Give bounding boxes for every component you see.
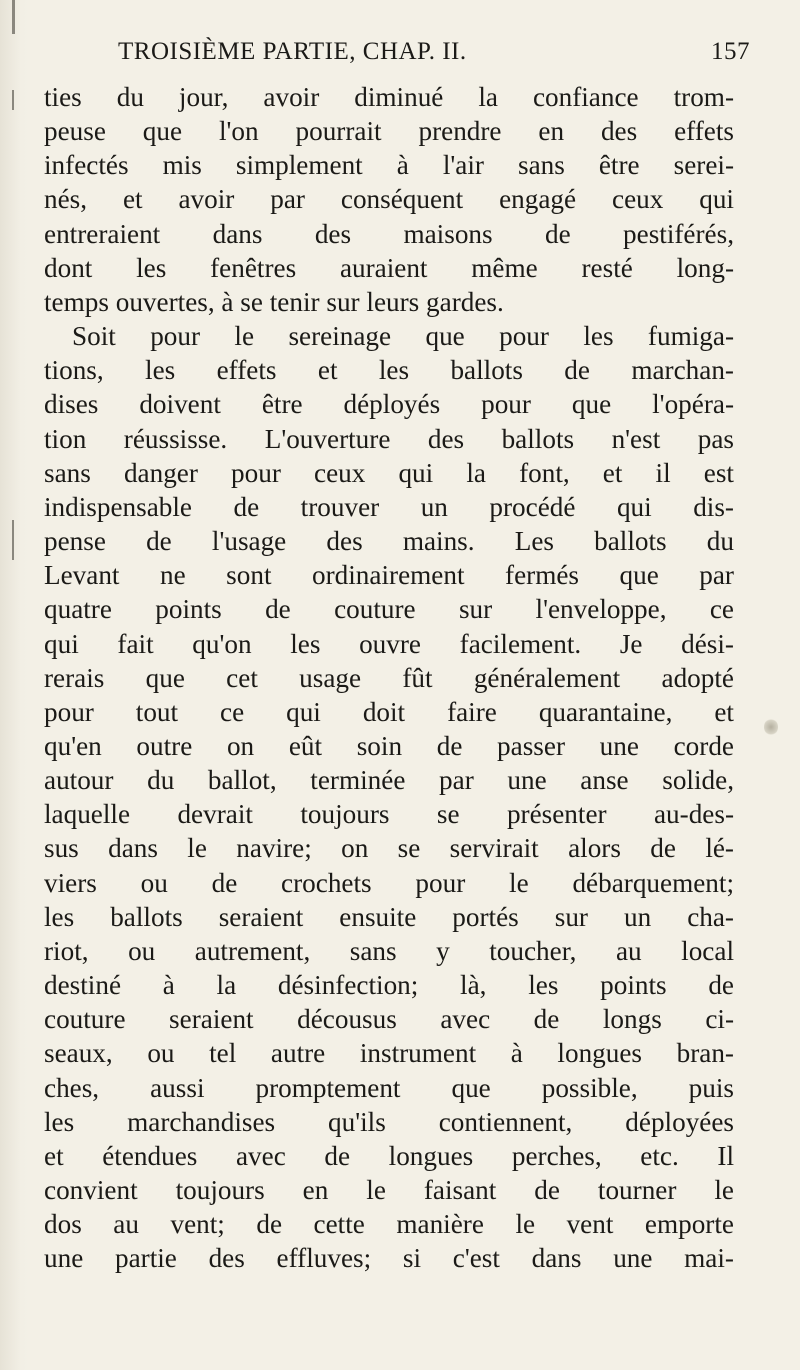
text-line: seaux, ou tel autre instrument à longues bran- [44,1038,734,1069]
text-line: qu'en outre on eût soin de passer une corde [44,730,734,761]
text-line: entreraient dans des maisons de pestiférés, [44,218,734,249]
binding-mark [12,0,15,34]
text-line: tion réussisse. L'ouverture des ballots n'est pas [44,423,734,454]
text-line: les marchandises qu'ils contiennent, déployées [44,1106,734,1137]
text-line: pour tout ce qui doit faire quarantaine, et [44,696,734,727]
text-line: ties du jour, avoir diminué la confiance trom- [44,82,734,112]
text-line: temps ouvertes, à se tenir sur leurs gardes. [44,286,504,317]
page-body [44,80,734,1275]
text-line: Levant ne sont ordinairement fermés que par [44,560,734,591]
text-line: une partie des effluves; si c'est dans une mai- [44,1243,734,1274]
text-line: pense de l'usage des mains. Les ballots du [44,526,734,557]
page-number: 157 [711,38,750,65]
text-line: dont les fenêtres auraient même resté long- [44,252,734,283]
text-line: peuse que l'on pourrait prendre en des effets [44,116,734,147]
page-binding-edge [0,0,30,1370]
text-line: dos au vent; de cette manière le vent emporte [44,1209,734,1240]
text-line: qui fait qu'on les ouvre facilement. Je dési- [44,628,734,659]
text-line: laquelle devrait toujours se présenter au-des- [44,799,734,830]
text-line: autour du ballot, terminée par une anse solide, [44,765,734,796]
text-line: quatre points de couture sur l'enveloppe, ce [44,594,734,625]
binding-mark [12,520,14,560]
text-line: riot, ou autrement, sans y toucher, au local [44,935,734,966]
text-line: destiné à la désinfection; là, les points de [44,970,734,1001]
running-head [118,38,750,66]
text-line: convient toujours en le faisant de tourner le [44,1175,734,1205]
text-line: sans danger pour ceux qui la font, et il est [44,457,734,488]
text-line: couture seraient décousus avec de longs ci- [44,1004,734,1035]
text-line: indispensable de trouver un procédé qui dis- [44,491,734,522]
text-line: sus dans le navire; on se servirait alors de lé- [44,833,734,864]
text-line: nés, et avoir par conséquent engagé ceux qui [44,184,734,215]
running-head-title: TROISIÈME PARTIE, CHAP. II. [118,38,467,65]
ink-smudge [764,718,778,736]
text-line: les ballots seraient ensuite portés sur un cha- [44,901,734,932]
text-line: et étendues avec de longues perches, etc. Il [44,1140,734,1171]
text-line: tions, les effets et les ballots de marchan- [44,355,734,386]
text-line: rerais que cet usage fût généralement adopté [44,662,734,693]
text-line: viers ou de crochets pour le débarquement; [44,867,734,898]
text-line: dises doivent être déployés pour que l'opéra- [44,389,734,420]
binding-mark [12,90,14,110]
text-line: Soit pour le sereinage que pour les fumiga- [72,321,734,352]
text-line: infectés mis simplement à l'air sans être serei- [44,150,734,181]
text-line: ches, aussi promptement que possible, puis [44,1072,734,1103]
